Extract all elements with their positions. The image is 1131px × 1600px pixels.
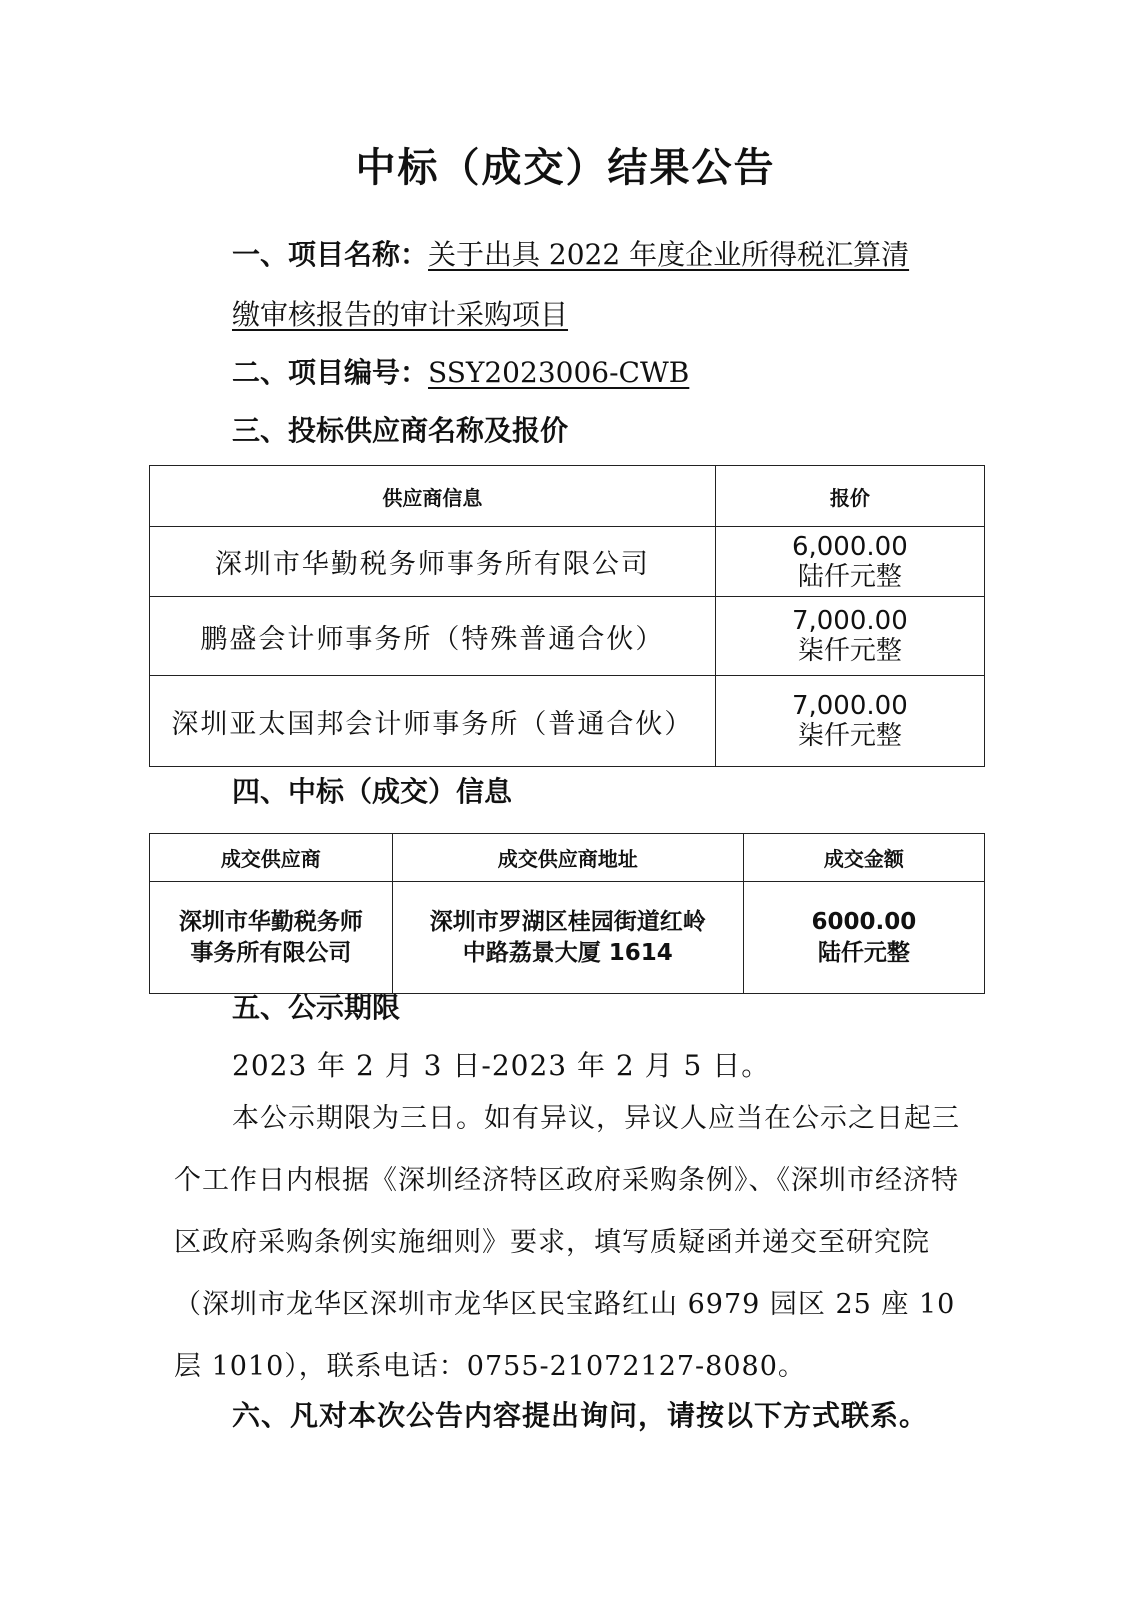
address-line2: 中路荔景大厦 1614	[462, 939, 673, 966]
award-amount-words: 陆仟元整	[817, 939, 910, 966]
header-supplier-address: 成交供应商地址	[392, 834, 743, 882]
bid-amount: 7,000.00	[791, 691, 908, 721]
project-name-line	[232, 233, 909, 273]
table-row	[150, 527, 985, 597]
project-name-value-2: 缴审核报告的审计采购项目	[232, 298, 569, 331]
award-heading: 四、中标（成交）信息	[232, 775, 513, 808]
bid-price	[715, 676, 984, 767]
bid-amount-words: 柒仟元整	[797, 636, 902, 666]
header-winning-supplier: 成交供应商	[150, 834, 393, 882]
bid-amount: 7,000.00	[791, 606, 908, 636]
table-row	[150, 882, 985, 994]
header-supplier: 供应商信息	[150, 466, 716, 527]
winning-supplier	[150, 882, 393, 994]
header-price: 报价	[715, 466, 984, 527]
project-number-line	[232, 351, 689, 391]
header-award-amount: 成交金额	[743, 834, 984, 882]
supplier-name: 鹏盛会计师事务所（特殊普通合伙）	[150, 597, 716, 676]
bidders-heading: 三、投标供应商名称及报价	[232, 414, 569, 447]
notice-period-dates: 2023 年 2 月 3 日-2023 年 2 月 5 日。	[232, 1049, 771, 1082]
bid-amount-words: 陆仟元整	[797, 561, 902, 592]
award-table	[149, 833, 985, 994]
table-row	[150, 597, 985, 676]
project-number-label: 二、项目编号：	[232, 356, 429, 389]
supplier-name: 深圳亚太国邦会计师事务所（普通合伙）	[150, 676, 716, 767]
contact-heading: 六、凡对本次公告内容提出询问，请按以下方式联系。	[232, 1399, 929, 1432]
notice-period-heading: 五、公示期限	[232, 991, 401, 1024]
bid-price	[715, 527, 984, 597]
bid-amount-words: 柒仟元整	[797, 721, 902, 751]
address-line1: 深圳市罗湖区桂园街道红岭	[429, 908, 706, 935]
supplier-name: 深圳市华勤税务师事务所有限公司	[150, 527, 716, 597]
project-number-value: SSY2023006-CWB	[428, 356, 690, 389]
table-header-row	[150, 466, 985, 527]
project-name-value: 关于出具 2022 年度企业所得税汇算清	[428, 238, 910, 271]
project-name-label: 一、项目名称：	[232, 238, 429, 271]
table-header-row	[150, 834, 985, 882]
bid-price	[715, 597, 984, 676]
winning-supplier-address	[392, 882, 743, 994]
project-name-continuation	[232, 293, 568, 333]
bid-table	[149, 465, 985, 767]
notice-paragraph: 本公示期限为三日。如有异议，异议人应当在公示之日起三个工作日内根据《深圳经济特区政府采购条例》、《深圳市经济特区政府采购条例实施细则》要求，填写质疑函并递交至研究院（深圳市龙华区深圳市龙华区民宝路红山 6979 园区 25 座 10 层 1010），联系电话：0755-21072127-8080。	[174, 1103, 960, 1382]
winning-supplier-line2: 事务所有限公司	[190, 939, 352, 966]
award-amount-number: 6000.00	[811, 908, 917, 935]
page-title: 中标（成交）结果公告	[355, 145, 776, 191]
bid-amount: 6,000.00	[791, 531, 908, 562]
winning-supplier-line1: 深圳市华勤税务师	[178, 908, 363, 935]
table-row	[150, 676, 985, 767]
award-amount	[743, 882, 984, 994]
